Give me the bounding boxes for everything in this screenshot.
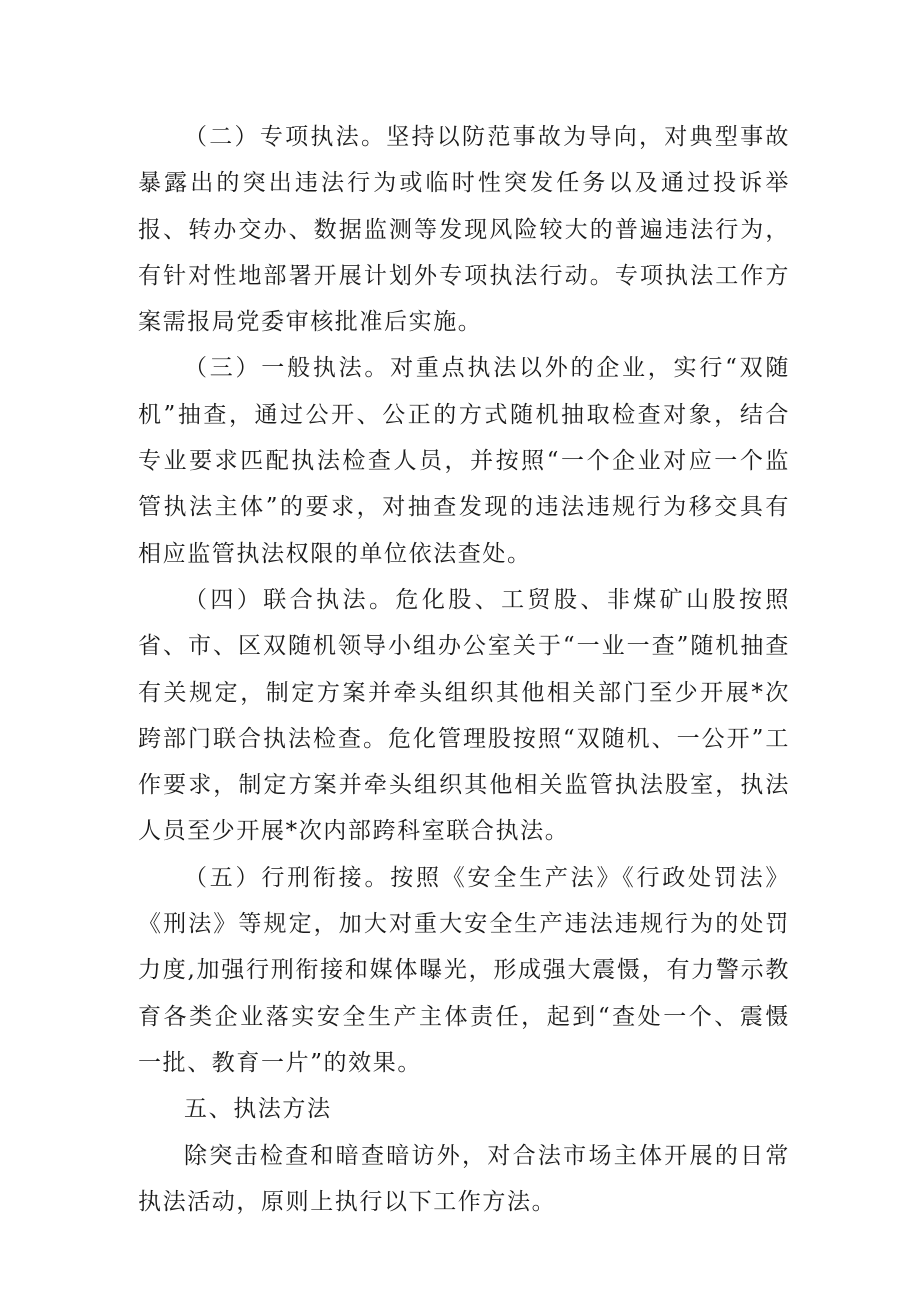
paragraph-special-enforcement: （二）专项执法。坚持以防范事故为导向，对典型事故暴露出的突出违法行为或临时性突发任务以及通过投诉举报、转办交办、数据监测等发现风险较大的普遍违法行为，有针对性地部署开展计划外专项执法行动。专项执法工作方案需报局党委审核批准后实施。 [138, 124, 790, 336]
paragraph-general-enforcement: （三）一般执法。对重点执法以外的企业，实行“双随机”抽查，通过公开、公正的方式随机抽取检查对象，结合专业要求匹配执法检查人员，并按照“一个企业对应一个监管执法主体”的要求，对抽查发现的违法违规行为移交具有相应监管执法权限的单位依法查处。 [138, 355, 790, 567]
paragraph-criminal-linkage: （五）行刑衔接。按照《安全生产法》《行政处罚法》《刑法》等规定，加大对重大安全生产违法违规行为的处罚力度,加强行刑衔接和媒体曝光，形成强大震慑，有力警示教育各类企业落实安全生产主体责任，起到“查处一个、震慑一批、教育一片”的效果。 [138, 864, 790, 1076]
document-body [138, 114, 790, 1225]
paragraph-closing: 除突击检查和暗查暗访外，对合法市场主体开展的日常执法活动，原则上执行以下工作方法。 [138, 1142, 790, 1215]
section-heading: 五、执法方法 [184, 1096, 332, 1123]
paragraph-joint-enforcement: （四）联合执法。危化股、工贸股、非煤矿山股按照省、市、区双随机领导小组办公室关于“一业一查”随机抽查有关规定，制定方案并牵头组织其他相关部门至少开展*次跨部门联合执法检查。危化管理股按照“双随机、一公开”工作要求，制定方案并牵头组织其他相关监管执法股室，执法人员至少开展*次内部跨科室联合执法。 [138, 586, 790, 845]
